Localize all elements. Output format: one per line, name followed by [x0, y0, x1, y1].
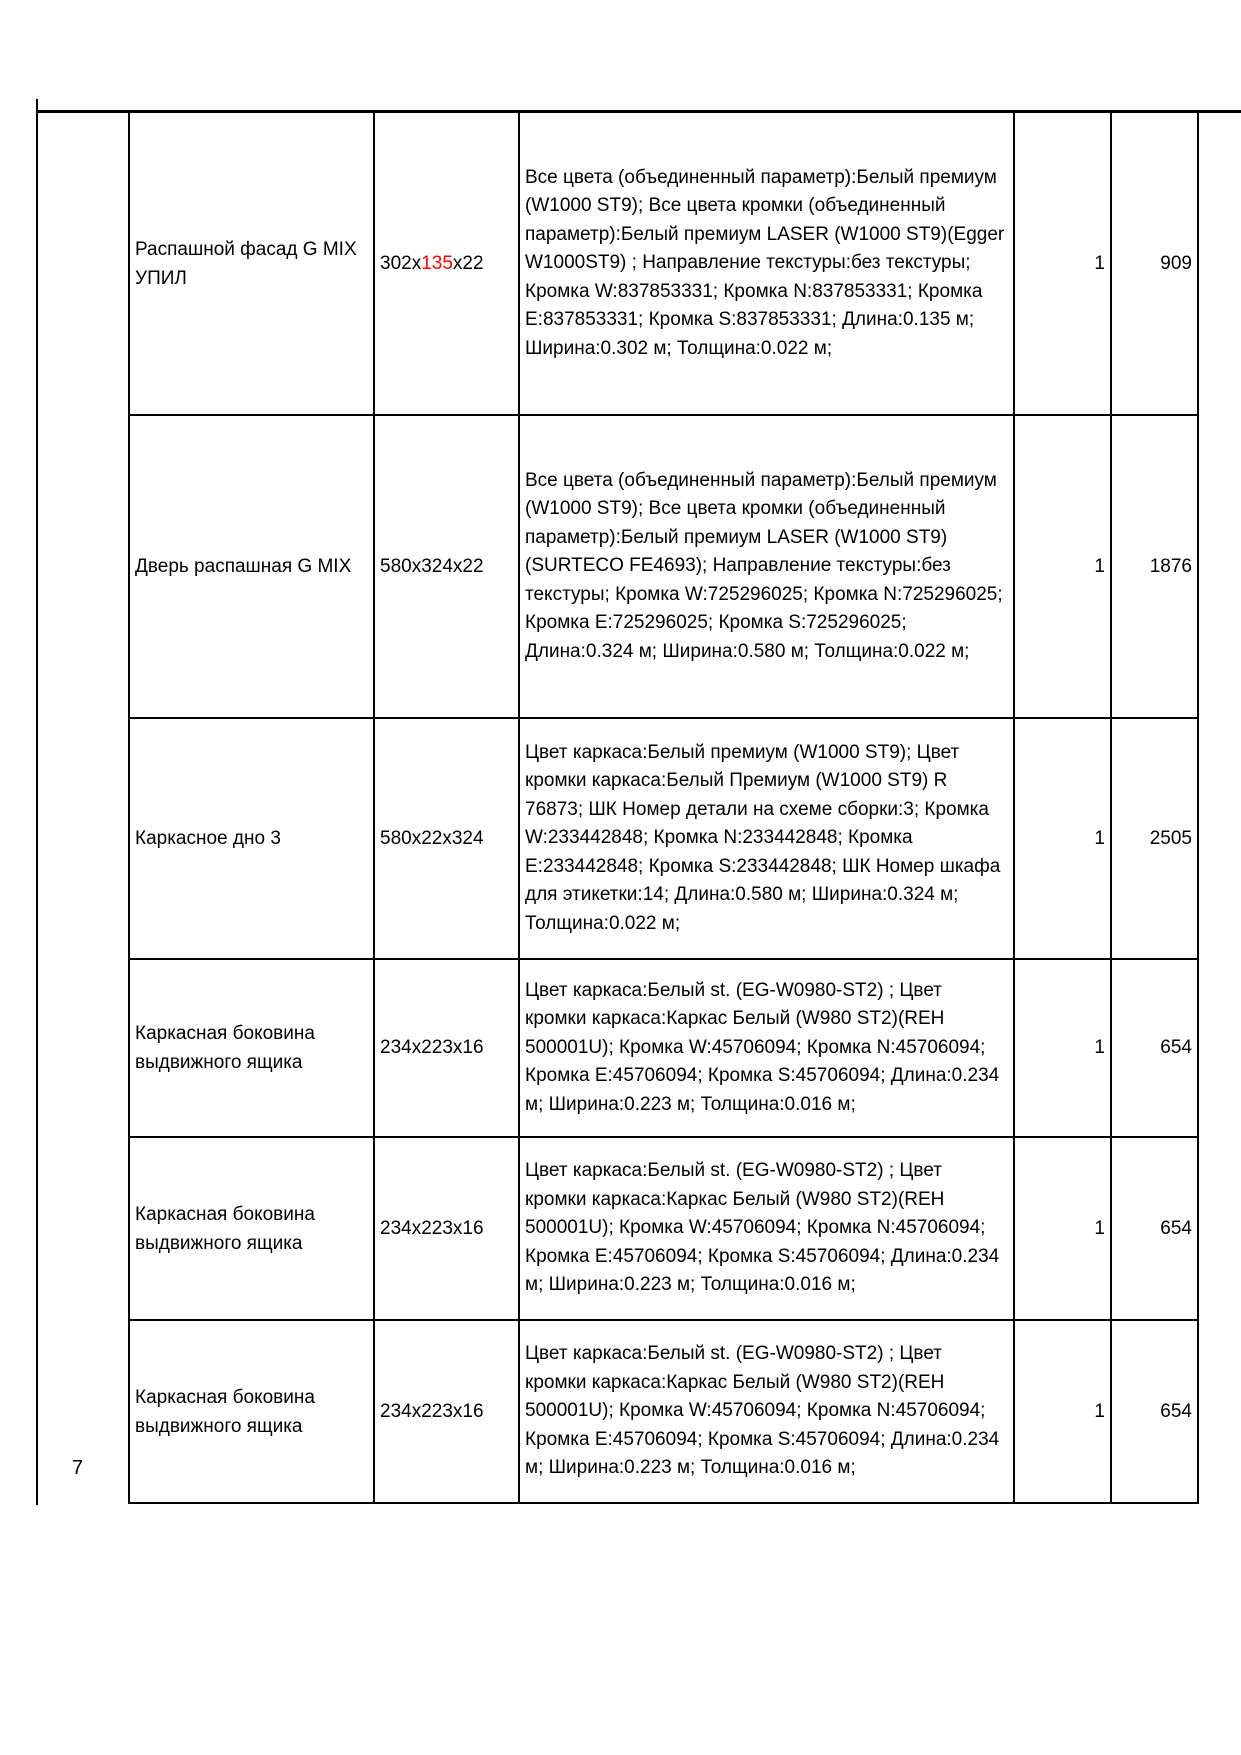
part-name: Каркасная боковина выдвижного ящика [129, 1320, 374, 1503]
part-description: Цвет каркаса:Белый премиум (W1000 ST9); Цвет кромки каркаса:Белый Премиум (W1000 ST9) R 76873; ШК Номер детали на схеме сборки:3; Кромка W:233442848; Кромка N:233442848; Кромка E:233442848; Кромка S:233442848; ШК Номер шкафа для этикетки:14; Длина:0.580 м; Ширина:0.324 м; Толщина:0.022 м; [519, 718, 1014, 959]
dims-text: 234x223x16 [380, 1400, 484, 1422]
part-description: Цвет каркаса:Белый st. (EG-W0980-ST2) ; Цвет кромки каркаса:Каркас Белый (W980 ST2)(REH 500001U); Кромка W:45706094; Кромка N:45706094; Кромка E:45706094; Кромка S:45706094; Длина:0.234 м; Ширина:0.223 м; Толщина:0.016 м; [519, 1137, 1014, 1320]
part-quantity: 1 [1014, 959, 1111, 1137]
part-quantity: 1 [1014, 112, 1111, 415]
part-name: Распашной фасад G MIX УПИЛ [129, 112, 374, 415]
page-number: 7 [72, 1457, 84, 1479]
part-price: 654 [1111, 1320, 1198, 1503]
part-dimensions [374, 1320, 519, 1503]
part-description: Цвет каркаса:Белый st. (EG-W0980-ST2) ; Цвет кромки каркаса:Каркас Белый (W980 ST2)(REH 500001U); Кромка W:45706094; Кромка N:45706094; Кромка E:45706094; Кромка S:45706094; Длина:0.234 м; Ширина:0.223 м; Толщина:0.016 м; [519, 1320, 1014, 1503]
dims-text: 580x22x324 [380, 827, 484, 849]
table-row [129, 1137, 1198, 1320]
table-row [129, 415, 1198, 718]
part-price: 654 [1111, 1137, 1198, 1320]
page-margin-line [36, 99, 38, 1505]
part-dimensions [374, 1137, 519, 1320]
part-description: Цвет каркаса:Белый st. (EG-W0980-ST2) ; Цвет кромки каркаса:Каркас Белый (W980 ST2)(REH 500001U); Кромка W:45706094; Кромка N:45706094; Кромка E:45706094; Кромка S:45706094; Длина:0.234 м; Ширина:0.223 м; Толщина:0.016 м; [519, 959, 1014, 1137]
part-name: Дверь распашная G MIX [129, 415, 374, 718]
dims-text: 234x223x16 [380, 1217, 484, 1239]
table-row [129, 959, 1198, 1137]
part-quantity: 1 [1014, 415, 1111, 718]
table-row [129, 1320, 1198, 1503]
dims-text: x22 [452, 252, 484, 274]
part-dimensions [374, 718, 519, 959]
part-dimensions [374, 415, 519, 718]
table-row [129, 112, 1198, 415]
part-dimensions [374, 959, 519, 1137]
part-name: Каркасная боковина выдвижного ящика [129, 1137, 374, 1320]
part-price: 654 [1111, 959, 1198, 1137]
parts-table [128, 111, 1199, 1504]
dims-text: 302x [380, 252, 422, 274]
part-name: Каркасная боковина выдвижного ящика [129, 959, 374, 1137]
part-price: 2505 [1111, 718, 1198, 959]
part-dimensions [374, 112, 519, 415]
dims-text: 580x324x22 [380, 555, 484, 577]
dims-highlight: 135 [421, 252, 453, 274]
part-price: 1876 [1111, 415, 1198, 718]
part-name: Каркасное дно 3 [129, 718, 374, 959]
part-quantity: 1 [1014, 1320, 1111, 1503]
part-quantity: 1 [1014, 1137, 1111, 1320]
part-price: 909 [1111, 112, 1198, 415]
part-description: Все цвета (объединенный параметр):Белый премиум (W1000 ST9); Все цвета кромки (объединенный параметр):Белый премиум LASER (W1000 ST9) (SURTECO FE4693); Направление текстуры:без текстуры; Кромка W:725296025; Кромка N:725296025; Кромка E:725296025; Кромка S:725296025; Длина:0.324 м; Ширина:0.580 м; Толщина:0.022 м; [519, 415, 1014, 718]
part-quantity: 1 [1014, 718, 1111, 959]
dims-text: 234x223x16 [380, 1037, 484, 1058]
table-row [129, 718, 1198, 959]
part-description: Все цвета (объединенный параметр):Белый премиум (W1000 ST9); Все цвета кромки (объединенный параметр):Белый премиум LASER (W1000 ST9)(Egger W1000ST9) ; Направление текстуры:без текстуры; Кромка W:837853331; Кромка N:837853331; Кромка E:837853331; Кромка S:837853331; Длина:0.135 м; Ширина:0.302 м; Толщина:0.022 м; [519, 112, 1014, 415]
